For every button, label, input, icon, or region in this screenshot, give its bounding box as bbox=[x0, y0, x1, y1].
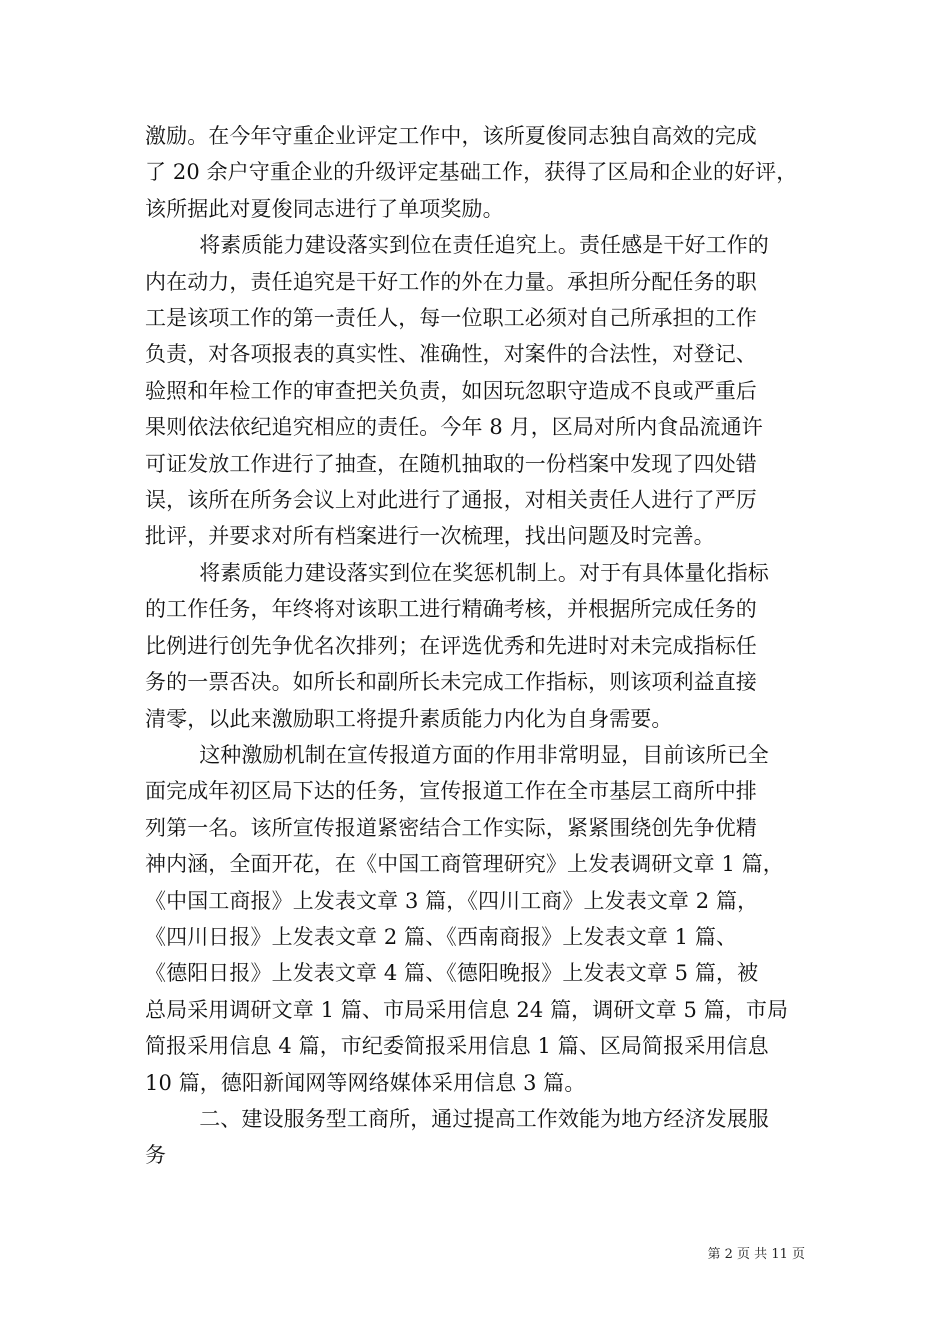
paragraph-first-line: 将素质能力建设落实到位在奖惩机制上。对于有具体量化指标 bbox=[145, 560, 769, 585]
text-line: 负责，对各项报表的真实性、准确性，对案件的合法性，对登记、 bbox=[145, 342, 757, 367]
text-line: 该所据此对夏俊同志进行了单项奖励。 bbox=[145, 196, 504, 221]
text-line: 10 篇，德阳新闻网等网络媒体采用信息 3 篇。 bbox=[145, 1070, 586, 1095]
text-line: 总局采用调研文章 1 篇、市局采用信息 24 篇，调研文章 5 篇，市局 bbox=[145, 997, 789, 1022]
text-line: 的工作任务，年终将对该职工进行精确考核，并根据所完成任务的 bbox=[145, 597, 757, 622]
text-line: 可证发放工作进行了抽查，在随机抽取的一份档案中发现了四处错 bbox=[145, 451, 757, 476]
paragraph-first-line: 这种激励机制在宣传报道方面的作用非常明显，目前该所已全 bbox=[145, 742, 769, 767]
text-line: 果则依法依纪追究相应的责任。今年 8 月，区局对所内食品流通许 bbox=[145, 415, 763, 440]
document-body bbox=[145, 118, 810, 1174]
text-line: 简报采用信息 4 篇，市纪委简报采用信息 1 篇、区局简报采用信息 bbox=[145, 1034, 769, 1059]
paragraph-first-line: 将素质能力建设落实到位在责任追究上。责任感是干好工作的 bbox=[145, 233, 769, 258]
text-line: 激励。在今年守重企业评定工作中，该所夏俊同志独自高效的完成 bbox=[145, 124, 757, 148]
text-line: 列第一名。该所宣传报道紧密结合工作实际，紧紧围绕创先争优精 bbox=[145, 815, 757, 840]
text-line: 内在动力，责任追究是干好工作的外在力量。承担所分配任务的职 bbox=[145, 269, 757, 294]
text-line: 面完成年初区局下达的任务，宣传报道工作在全市基层工商所中排 bbox=[145, 779, 757, 804]
section-heading-line: 务 bbox=[145, 1143, 167, 1168]
text-line: 误，该所在所务会议上对此进行了通报，对相关责任人进行了严厉 bbox=[145, 488, 757, 513]
text-line: 工是该项工作的第一责任人，每一位职工必须对自己所承担的工作 bbox=[145, 306, 757, 331]
text-line: 务的一票否决。如所长和副所长未完成工作指标，则该项利益直接 bbox=[145, 670, 757, 695]
text-line: 《中国工商报》上发表文章 3 篇，《四川工商》上发表文章 2 篇， bbox=[145, 888, 759, 913]
text-line: 批评，并要求对所有档案进行一次梳理，找出问题及时完善。 bbox=[145, 524, 715, 549]
text-line: 验照和年检工作的审查把关负责，如因玩忽职守造成不良或严重后 bbox=[145, 378, 757, 403]
page-number: 第 2 页 共 11 页 bbox=[707, 1247, 805, 1262]
text-line: 神内涵，全面开花，在《中国工商管理研究》上发表调研文章 1 篇， bbox=[145, 852, 784, 877]
text-line: 了 20 余户守重企业的升级评定基础工作，获得了区局和企业的好评， bbox=[145, 160, 798, 185]
text-line: 《四川日报》上发表文章 2 篇、《西南商报》上发表文章 1 篇、 bbox=[145, 924, 738, 949]
text-line: 清零，以此来激励职工将提升素质能力内化为自身需要。 bbox=[145, 706, 673, 731]
text-line: 《德阳日报》上发表文章 4 篇、《德阳晚报》上发表文章 5 篇，被 bbox=[145, 961, 759, 986]
section-heading-line: 二、建设服务型工商所，通过提高工作效能为地方经济发展服 bbox=[145, 1106, 769, 1131]
text-line: 比例进行创先争优名次排列；在评选优秀和先进时对未完成指标任 bbox=[145, 633, 757, 658]
